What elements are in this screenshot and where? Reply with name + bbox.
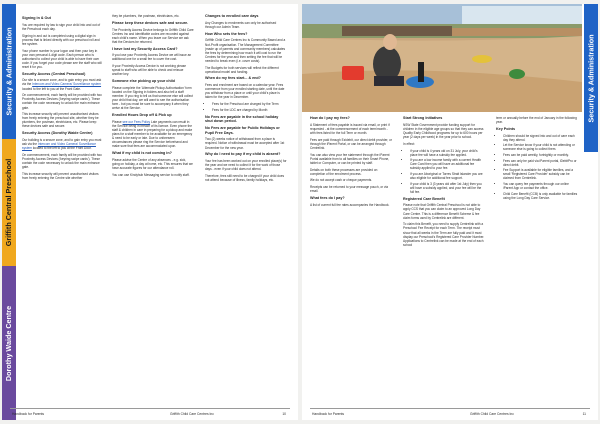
section-heading: Signing in & Out [22, 16, 51, 20]
body-paragraph [403, 142, 485, 146]
paragraph-text: You can also view your fee statement through the iParent Portal available from to all families on their Smart Phone, tablet or Computer, or can be printed by staff. [310, 152, 390, 165]
paragraph-text: To claim this Benefit, you need to supply Centrelink with a Preschool Fee Receipt for each Term. The receipt must show that all weeks in the Term are fully paid and it must display our Preschool's Registered Care Provider Number. Applications to Centrelink can be made at the end of each school [403, 222, 485, 247]
side-label-security-right: Security & Administration [584, 4, 598, 152]
paragraph-text: Our site is a secure zone, and to gain entry you must ask via the [22, 78, 102, 87]
bullet-item: • Children should be signed into and out of care each day they attend. [503, 134, 578, 142]
paragraph-text: located to the left to you at the Front Door. [32, 146, 92, 151]
paragraph-text: Details on both these processes are provided on completion of the enrolment process. [310, 167, 378, 176]
section-heading: Security Access (Dorothy Waide Centre) [22, 131, 93, 136]
body-paragraph [310, 168, 392, 176]
body-paragraph [22, 112, 104, 128]
paragraph-text: Please complete the 'Alternate Pickup Authorisation' form located on the Signing in folders and also tell a staff member. If you ring to tell us that someone else will collect your child that day, we will want to see the authorisation form - but you must be sure to accompany it when they arrive at the Service. [112, 86, 193, 111]
bullet-item: • If your child is 3 (3 years old after 1st July) then you will have a subsidy applied, and your fee will be the full fee. [410, 182, 485, 194]
bullet-list [403, 149, 485, 194]
paragraph-text: term or annually before the end of January in the following year. [496, 116, 577, 125]
body-paragraph [403, 203, 485, 219]
body-paragraph [22, 138, 104, 150]
section-heading: How Who sets the fees? [205, 31, 248, 36]
bullet-item: • if your child is 4 years old on 31 July, your child's place fee will have a subsidy fee applied. [410, 149, 485, 157]
paragraph-text: You are required by law to sign your child into and out of the Preschool each day. [22, 22, 101, 31]
sandpit-photo [302, 4, 582, 112]
section-heading: When do my fees start... & end? [205, 76, 261, 81]
body-paragraph [205, 174, 287, 182]
paragraph-text: This increase security will prevent unauthorised visitors from freely entering the Centre site whether [22, 172, 99, 181]
paragraph-text: Please advise the Centre of any absences - e.g. sick, going on holiday, a day at home, etc. This ensures that we have accurate figures for our attendance roll. [112, 157, 193, 170]
paragraph-text: Two (2) weeks notice of withdrawal from a place is required. Notice of withdrawal must be accepted after 1st December for the new year. [205, 137, 285, 150]
paragraph-text: A Statement of fees payable is issued via email, or print if requested - at the commencement of each term/month - with fees listed for the full Term or month. [310, 122, 390, 135]
page-number: 11 [582, 412, 586, 416]
body-paragraph [112, 14, 194, 18]
body-paragraph [403, 222, 485, 246]
section-heading: Start Strong Initiatives [403, 116, 443, 120]
sandpit-photo-image [302, 4, 582, 112]
body-paragraph [112, 86, 194, 110]
body-paragraph [310, 203, 392, 207]
bullet-item: • Let the Service know if your child is not attending or someone else is going to collect them. [503, 143, 578, 151]
paragraph-text: Your fee has been worked out on your enrolled place(s) for the year and we need to collect it for the work of those days - even if your child does not attend. [205, 159, 287, 172]
section-heading: Someone else picking up your child [112, 79, 175, 84]
paragraph-text: NSW State Government provide funding support for children in the eligible age groups so that they can access Quality Early Childhood programs for up to 600 hours per year (2 days per week) in the year prior to school. [403, 122, 484, 139]
right-column-1 [310, 116, 392, 210]
section-heading: Registered Care Benefit [403, 196, 445, 201]
right-footer [310, 408, 590, 420]
body-paragraph [205, 38, 287, 62]
body-paragraph [205, 21, 287, 29]
inline-link[interactable]: see our Fees Policy [122, 119, 151, 124]
body-paragraph [310, 123, 392, 135]
body-paragraph [496, 116, 578, 124]
body-paragraph [112, 28, 194, 44]
body-paragraph [22, 153, 104, 169]
bullet-list [205, 102, 287, 112]
paragraph-text: Receipts can be returned to your message pouch, or via email. [310, 185, 389, 194]
paragraph-text: they be plumbers, the postman, electricians, etc. [112, 14, 180, 18]
inline-link[interactable]: Intercom and Video Camera/ Surveillance system [22, 142, 96, 151]
paragraph-text: If your Proximity Access Device is not working please speak to staff who will be able to check and reissue another key. [112, 64, 187, 77]
body-paragraph [22, 23, 104, 31]
paragraph-text: Any Changes to enrolments can only be authorised through our Admin Team. [205, 20, 277, 29]
paragraph-text: You can use Kindyhub Messaging service to notify staff. [112, 172, 190, 177]
section-heading: Why do I need to pay if my child is absent? [205, 152, 281, 157]
right-side-band [584, 4, 598, 420]
left-column-1 [22, 16, 104, 183]
inline-link[interactable]: Intercom and Video Camera/ Surveillance system [32, 82, 102, 87]
paragraph-text: Therefore, fees still need to be charged if your child does not attend because of illness, family holidays, etc. [205, 174, 285, 183]
body-paragraph [22, 172, 104, 180]
bullet-item: • You can query fee payments through our online iParent App or contact the office. [503, 182, 578, 190]
body-paragraph [205, 66, 287, 74]
body-paragraph [112, 64, 194, 76]
page-number: 10 [282, 412, 286, 416]
body-paragraph [22, 34, 104, 46]
paragraph-text: Griffith Child Care Centres Inc is Community Based and a Not-Profit organisation. The Management Committee (made up of parents and community members) calculates the fees by determining how much it will cost to run the Centres for the year and then setting the fee that will be needed to break even (i.e. cover costs). [205, 38, 286, 63]
section-heading: No Fees are payable for Public Holidays or Pupil Free Days. [205, 126, 280, 135]
bullet-item: • Fees can only be paid via iParent portal, iDebitPro or direct debit. [503, 159, 578, 167]
paragraph-text: We do not accept cash or cheque payments. [310, 178, 373, 183]
bullet-item: • Fees for the LDC are charged by Month [212, 108, 287, 112]
paragraph-text: On commencement, each family will be provided with two Proximity Access Devices ('keyring swipe cards'). These contain the code necessary to unlock the main entrance gate. [22, 93, 102, 110]
body-paragraph [22, 78, 104, 90]
paragraph-text: In effect: [403, 141, 415, 146]
body-paragraph [112, 173, 194, 177]
paragraph-text: Our building is a secure zone, and to gain entry you must ask via the [22, 138, 102, 147]
left-footer [10, 408, 290, 420]
body-paragraph [205, 137, 287, 149]
right-column-3 [496, 116, 578, 203]
paragraph-text: located to the left to you at the Front Gate. [22, 86, 81, 91]
section-heading: What fees do I pay? [310, 196, 345, 201]
paragraph-text: Late payments can result in the Service being in breach of its licence. Even phone the staff & children in care in preparing for a pickup and make plans for a staff member to be available for an emergency & need to be early or late. Due to unforeseen circumstances please ring the Service beforehand and make sure that fees are accommodated upon. [112, 119, 193, 149]
paragraph-text: This increase security will prevent unauthorised visitors from freely entering the preschool site, whether they be plumbers, the postman, electricians, etc. Please keep these devices safe and secure. [22, 112, 99, 129]
section-heading: What if my child is not coming in? [112, 150, 172, 155]
body-paragraph [112, 120, 194, 148]
body-paragraph [112, 158, 194, 170]
side-label-security: Security & Administration [2, 4, 16, 139]
body-paragraph [22, 93, 104, 109]
body-paragraph [310, 153, 392, 165]
bullet-item: • If you are a low income family with a current Health Care Card then you will have an additional fee subsidy applied to your fee. [410, 158, 485, 170]
side-label-griffith-central: Griffith Central Preschool [2, 139, 16, 266]
body-paragraph [310, 138, 392, 150]
section-heading: Key Points [496, 126, 516, 131]
body-paragraph [310, 178, 392, 182]
paragraph-text: A list of current full fee rates accompanies the Handbook. [310, 203, 390, 207]
paragraph-text: The Proximity Access Device belongs to Griffith Child Care Centres Inc and identifiable codes are recorded against each child's name. When you leave our Service we ask that the Devices be returned. [112, 27, 194, 44]
bullet-item: • If you are Aboriginal or Torres Strait Islander you are also eligible for additional fee support. [410, 172, 485, 180]
right-page [302, 4, 598, 420]
left-column-2 [112, 14, 194, 180]
body-paragraph [205, 159, 287, 171]
paragraph-text: Fees are paid through Ezidebit, our direct debit provider, or through the iParent Portal, or can be arranged through Centrelink. [310, 137, 392, 150]
body-paragraph [310, 185, 392, 193]
paragraph-text: Your phone number is your logon and then your key in your own personal 4-digit code. Each person who is authorised to collect your child is able to have their own code. If you forget your code please see the staff who will reset it for you. [22, 48, 102, 69]
paragraph-text: Please [112, 119, 122, 124]
section-heading: Changes to enrolled care days [205, 14, 259, 18]
bullet-item: • Fee Support is available for eligible families, and a small 'Registered Care Provider' subsidy can be claimed from Centrelink. [503, 168, 578, 180]
body-paragraph [205, 83, 287, 99]
section-heading: Enrolled Hours Drop off & Pick up [112, 113, 172, 118]
bullet-item: • Fees for the Preschool are charged by the Term [212, 102, 287, 106]
left-page [2, 4, 298, 420]
paragraph-text: If you lose your Proximity Access Device we will issue an additional one for a small fee to cover the cost. [112, 53, 192, 62]
section-heading: How do I pay my fees? [310, 116, 350, 120]
left-side-band [2, 4, 16, 420]
footer-org: Griffith Child Care Centres Inc [170, 412, 214, 416]
body-paragraph [403, 123, 485, 139]
section-heading: No Fees are payable in the school holiday shut down period. [205, 114, 279, 124]
section-heading: Security Access (Central Preschool) [22, 71, 86, 76]
bullet-list [496, 134, 578, 200]
right-column-2 [403, 116, 485, 250]
bullet-item: • Child Care Benefit (CCB) is only available for families using the Long Day Care Service. [503, 192, 578, 200]
left-column-3 [205, 14, 287, 185]
body-paragraph [112, 53, 194, 61]
side-label-dorothy-waide: Dorothy Waide Centre [2, 266, 16, 420]
section-heading: Please keep these devices safe and secure. [112, 20, 189, 25]
paragraph-text: The Budgets for both services will reflect the different operational model and funding. [205, 65, 279, 74]
section-heading: I have lost my Security Access Card? [112, 46, 178, 51]
bullet-item: • Fees can be paid weekly, fortnightly or monthly. [503, 153, 578, 157]
footer-org: Griffith Child Care Centres Inc [470, 412, 514, 416]
body-paragraph [22, 49, 104, 69]
footer-title: Handbook for Parents [12, 412, 45, 416]
paragraph-text: Signing in and out is completed using a digital sign in process that is linked directly with our preschool roll and fee system. [22, 33, 100, 46]
paragraph-text: On commencement, each family will be provided with two Proximity Access Devices ('keyring swipe cards'). These contain the code necessary to unlock the main entrance gate. [22, 153, 102, 170]
paragraph-text: Please note that Griffith Central Preschool is not able to apply CCS that you can claim to an approved Long Day Care Centre. This is a difference Benefit Scheme & fee claim forms used by Centrelink are different. [403, 203, 481, 220]
paragraph-text: Fees and enrolment are based on a calendar year. Fees commence from your enrolled starting date, until the date you withdraw from a place or until your child's place is taken for the year in December. [205, 83, 285, 100]
footer-title: Handbook for Parents [312, 412, 345, 416]
